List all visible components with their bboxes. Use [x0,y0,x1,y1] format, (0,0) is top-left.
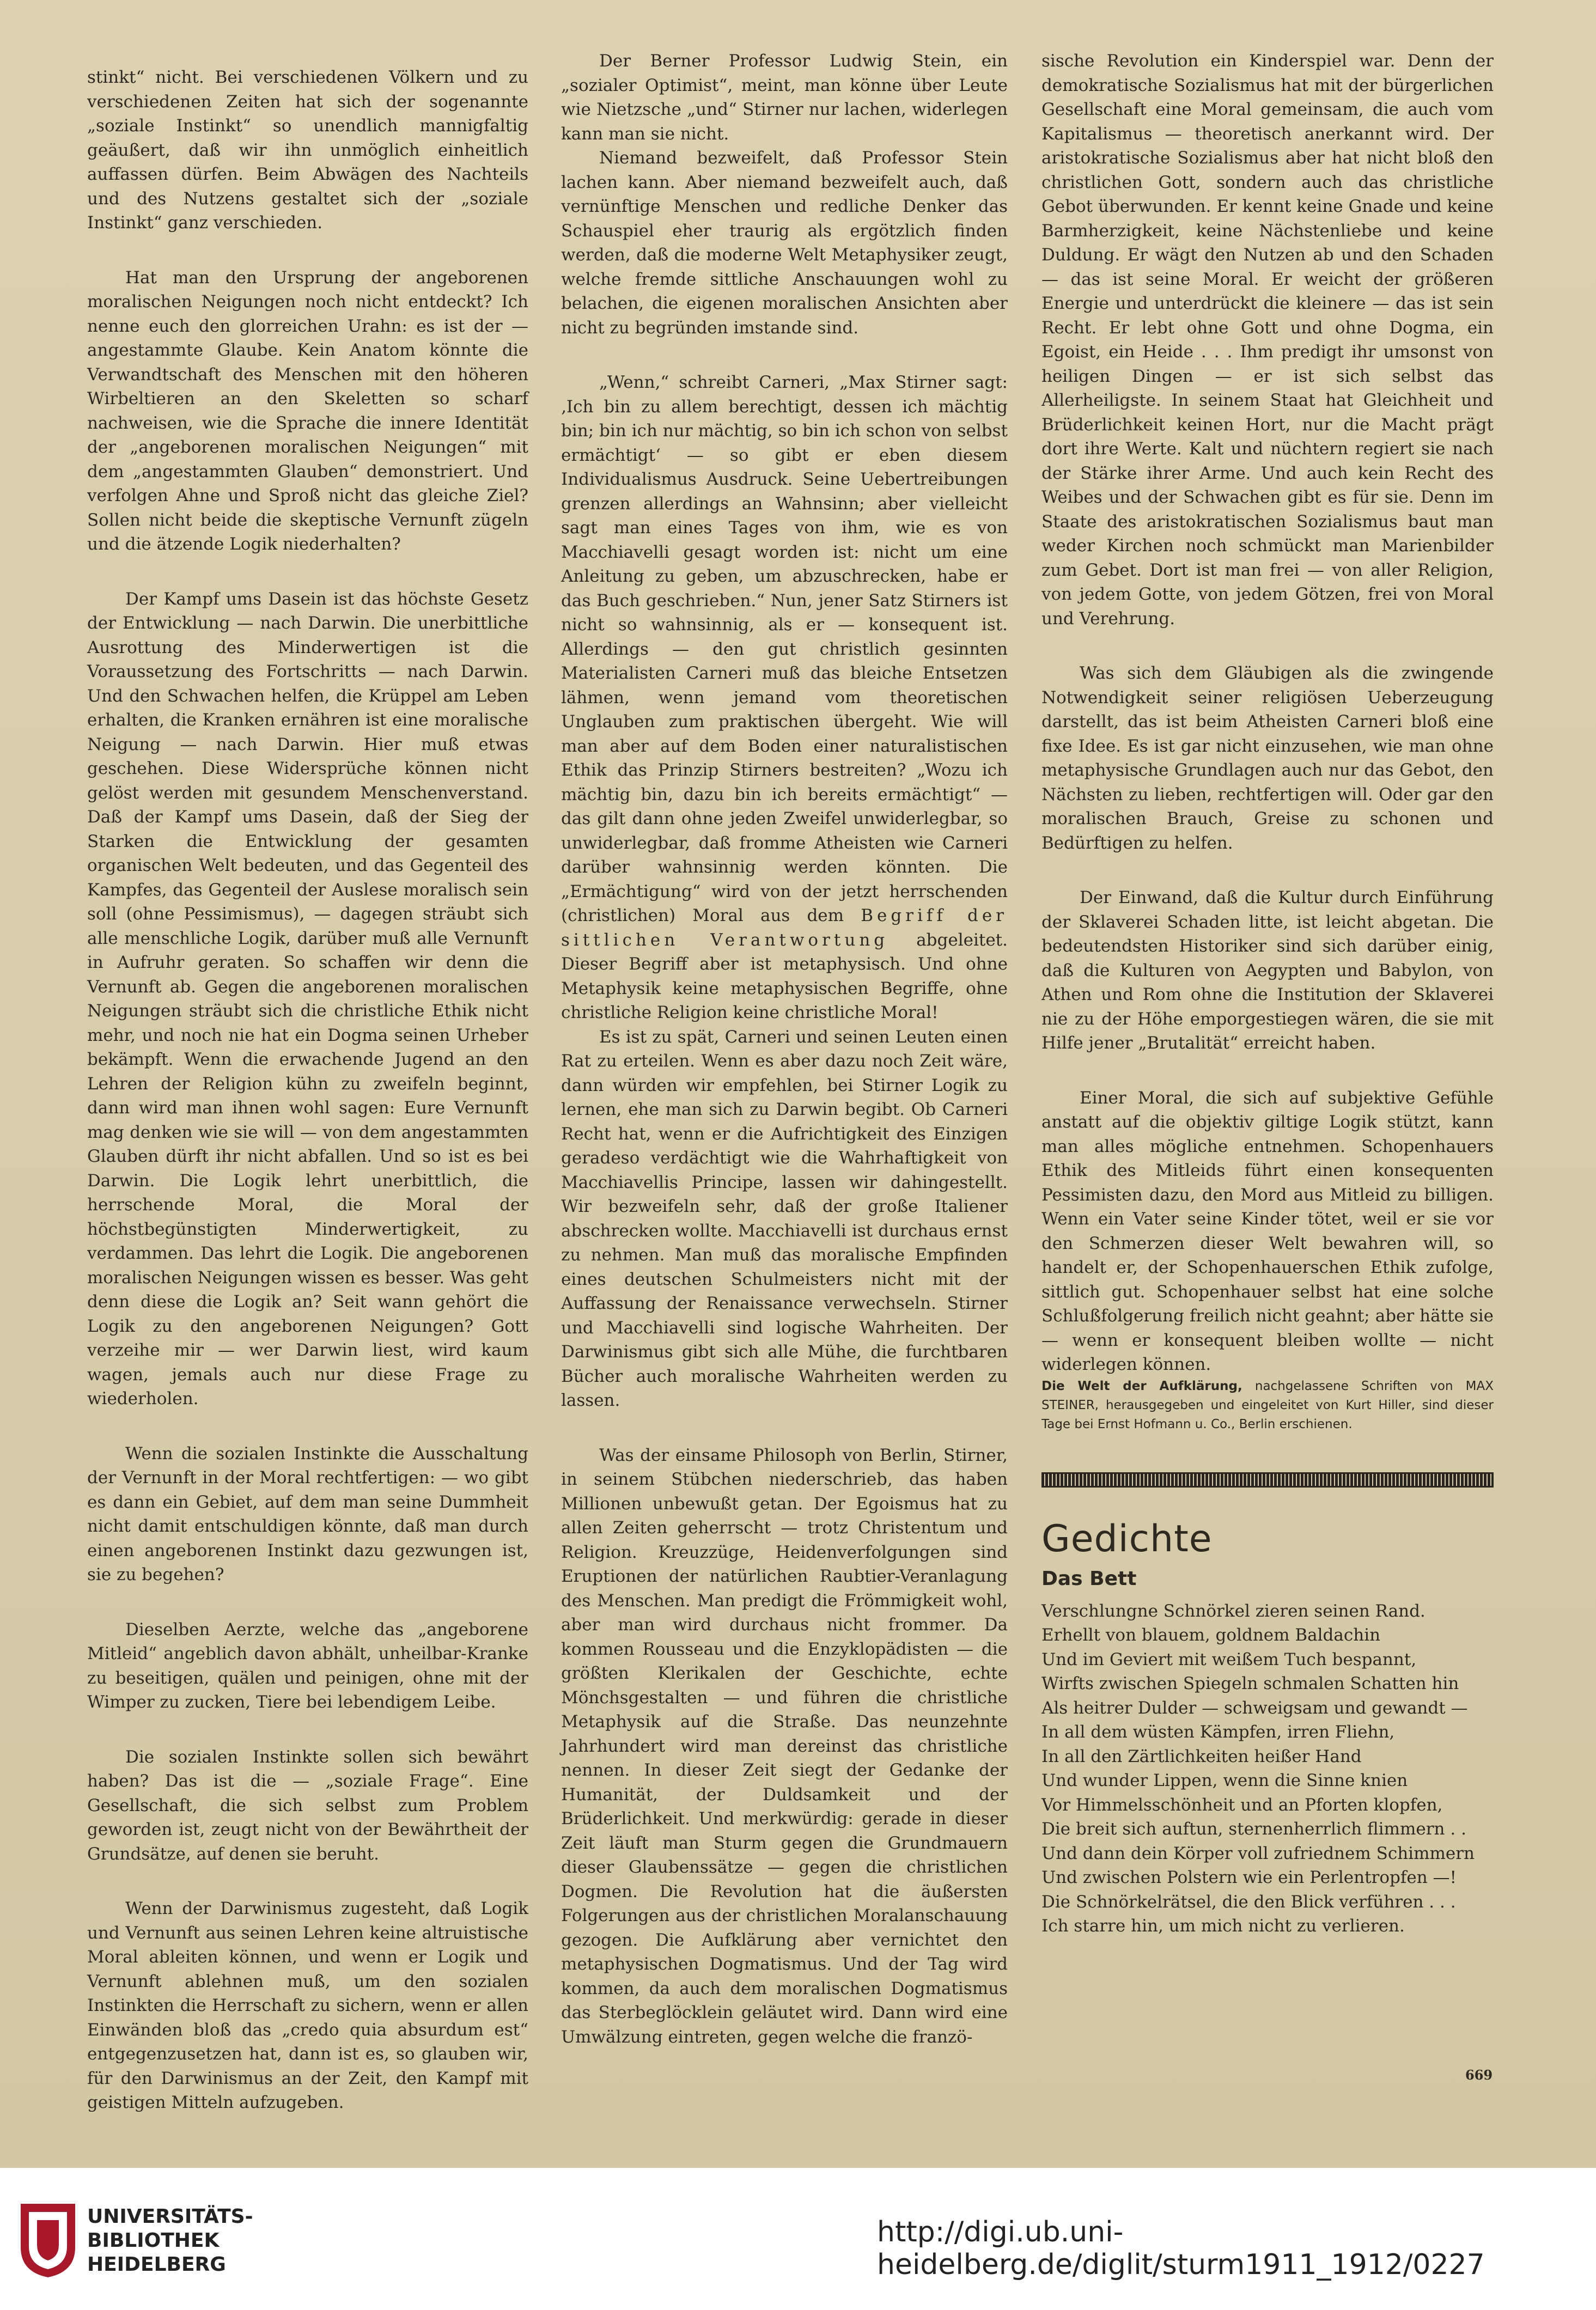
paragraph: Dieselben Aerzte, welche das „angeborene Mitleid“ angeblich davon abhält, unheilbar-Kranke zu beseitigen, quälen und peinigen, ohne mit der Wimper zu zucken, Tiere bei lebendigem Leibe. [87,1619,528,1712]
poem-title: Das Bett [1041,1567,1137,1590]
library-name-line: HEIDELBERG [87,2253,226,2276]
paragraph: Die sozialen Instinkte sollen sich bewährt haben? Das ist die — „soziale Frage“. Eine Gesellschaft, die sich selbst zum Problem geworden ist, zeugt nicht von der Bewährtheit der Grundsätze, auf denen sie beruht. [87,1747,528,1864]
spaced-emphasis: Begriff der sittlichen Verantwortung [561,906,1008,950]
paragraph: Der Kampf ums Dasein ist das höchste Gesetz der Entwicklung — nach Darwin. Die unerbittliche Ausrottung des Minderwertigen ist die Voraussetzung des Fortschritts — nach Darwin. Und den Schwachen helfen, die Krüppel am Leben erhalten, die Kranken ernähren ist eine moralische Neigung — nach Darwin. Hier muß etwas geschehen. Diese Widersprüche können nicht gelöst werden mit gesundem Menschenverstand. Daß der Kampf ums Dasein, daß der Sieg der Starken die Entwicklung der gesamten organischen Welt bedeuten, und das Gegenteil des Kampfes, das Gegenteil der Auslese moralisch sein soll (ohne Pessimismus), — dagegen sträubt sich alle menschliche Logik, darüber muß alle Vernunft in Aufruhr geraten. So schaffen wir denn die Vernunft ab. Gegen die angeborenen moralischen Neigungen sträubt sich die christliche Ethik nicht mehr, und noch nie hat ein Dogma seinen Urheber bekämpft. Wenn die erwachende Jugend an den Lehren der Religion kühn zu zweifeln beginnt, dann wird man ihnen wohl sagen: Eure Vernunft mag denken wie sie will — von dem angestammten Glauben dürft ihr nicht abfallen. Und so ist es bei Darwin. Die Logik lehrt unerbittlich, die herrschende Moral, die Moral der höchstbegünstigten Minderwertigkeit, zu verdammen. Das lehrt die Logik. Die angeborenen moralischen Neigungen wissen es besser. Was geht denn diese die Logik an? Seit wann gehört die Logik zu den angeborenen Neigungen? Gott verzeihe mir — wer Darwin liest, wird kaum wagen, jemals auch nur diese Frage zu wiederholen. [87,589,528,1409]
poem-line: Die Schnörkelrätsel, die den Blick verführen . . . [1041,1892,1456,1912]
paragraph: Niemand bezweifelt, daß Professor Stein lachen kann. Aber niemand bezweifelt auch, daß vernünftige Menschen und redliche Denker das Schauspiel eher traurig als ergötzlich finden werden, daß die moderne Welt Metaphysiker zeugt, welche fremde sittliche Anschauungen wohl zu belachen, die eigenen moralischen Ansichten aber nicht zu begründen imstande sind. [561,148,1008,338]
paragraph: sische Revolution ein Kinderspiel war. Denn der demokratische Sozialismus hat mit der bürgerlichen Gesellschaft eine Moral gemeinsam, die auch vom Kapitalismus — theoretisch anerkannt wird. Der aristokratische Sozialismus aber hat nicht bloß den christlichen Gott, sondern auch das christliche Gebot überwunden. Er kennt keine Gnade und keine Barmherzigkeit, keine Nächstenliebe und keine Duldung. Er wägt den Nutzen ab und den Schaden — das ist seine Moral. Er weicht der größeren Energie und unterdrückt die kleinere — das ist sein Recht. Er lebt ohne Gott und ohne Dogma, ein Egoist, ein Heide . . . Ihm predigt ihr umsonst von heiligen Dingen — er ist sich selbst das Allerheiligste. In seinem Staat hat Gleichheit und Brüderlichkeit keinen Hort, nur die Macht prägt dort ihre Werte. Kalt und nüchtern regiert sie nach der Stärke ihrer Arme. Und auch kein Recht des Weibes und der Schwachen gibt es für sie. Denn im Staate des aristokratischen Sozialismus baut man weder Kirchen noch schmückt man Marienbilder zum Gebet. Dort ist man frei — von aller Religion, von jedem Gotte, von jedem Götzen, frei von Moral und Verehrung. [1041,51,1494,629]
library-footer [0,2168,1596,2310]
paragraph-text: „Wenn,“ schreibt Carneri, „Max Stirner sagt: ‚Ich bin zu allem berechtigt, dessen ich mächtig bin; bin ich nur mächtig, so bin ich schon von selbst ermächtigt‘ — so gibt er eben diesem Individualismus Ausdruck. Seine Uebertreibungen grenzen allerdings an Wahnsinn; aber vielleicht sagt man eines Tages von ihm, wie es von Macchiavelli gesagt worden ist: nicht um eine Anleitung zu geben, um abzuschrecken, habe er das Buch geschrieben.“ Nun, jener Satz Stirners ist nicht so wahnsinnig, als er — konsequent ist. Allerdings — den gut christlich gesinnten Materialisten Carneri muß das bleiche Entsetzen lähmen, wenn jemand vom theoretischen Unglauben zum praktischen übergeht. Wie will man aber auf dem Boden einer naturalistischen Ethik das Prinzip Stirners bestreiten? „Wozu ich mächtig bin, dazu bin ich bereits ermächtigt“ — das gilt dann ohne jeden Zweifel unwiderlegbar, so unwiderlegbar, daß fromme Atheisten wie Carneri darüber wahnsinnig werden könnten. Die „Ermächtigung“ wird von der jetzt herrschenden (christlichen) Moral aus dem [561,373,1008,925]
library-name-line: UNIVERSITÄTS- [87,2205,253,2228]
section-title: Gedichte [1041,1517,1213,1561]
paragraph: stinkt“ nicht. Bei verschiedenen Völkern und zu verschiedenen Zeiten hat sich der sogenannte „soziale Instinkt“ so unendlich mannigfaltig geäußert, daß wir ihn unmöglich einheitlich auffassen dürfen. Beim Abwägen des Nachteils und des Nutzens gestaltet sich der „soziale Instinkt“ ganz verschieden. [87,68,528,233]
paragraph: Einer Moral, die sich auf subjektive Gefühle anstatt auf die objektiv giltige Logik stützt, kann man alles mögliche entnehmen. Schopenhauers Ethik des Mitleids führt einen konsequenten Pessimisten dazu, den Mord aus Mitleid zu billigen. Wenn ein Vater seine Kinder tötet, weil er sie vor den Schmerzen dieser Welt bewahren will, so handelt er, der Schopenhauerschen Ethik zufolge, sittlich gut. Schopenhauer selbst hat eine solche Schlußfolgerung freilich nicht geahnt; aber hätte sie — wenn er konsequent bleiben wollte — nicht widerlegen können. [1041,1088,1494,1374]
poem-line: Und zwischen Polstern wie ein Perlentropfen —! [1041,1868,1457,1887]
page-number: 669 [1465,2067,1493,2083]
poem-line: Vor Himmelsschönheit und an Pforten klopfen, [1041,1795,1443,1815]
poem-line: Ich starre hin, um mich nicht zu verlieren. [1041,1916,1405,1936]
library-name [87,2205,253,2277]
paragraph: Hat man den Ursprung der angeborenen moralischen Neigungen noch nicht entdeckt? Ich nenne euch den glorreichen Urahn: es ist der — angestammte Glaube. Kein Anatom könnte die Verwandtschaft des Menschen mit den höheren Wirbeltieren an den Skeletten so scharf nachweisen, wie die Sprache die innere Identität der „angeborenen moralischen Neigungen“ mit dem „angestammten Glauben“ demonstriert. Und verfolgen Ahne und Sproß nicht das gleiche Ziel? Sollen nicht beide die skeptische Vernunft zügeln und die ätzende Logik niederhalten? [87,267,528,554]
poem-line: Und dann dein Körper voll zufriednem Schimmern [1041,1843,1475,1863]
decorative-rule [1041,1472,1494,1488]
poem [1041,1599,1494,1939]
paragraph: Wenn der Darwinismus zugesteht, daß Logik und Vernunft aus seinen Lehren keine altruistische Moral ableiten können, und wenn er Logik und Vernunft ablehnen muß, um den sozialen Instinkten die Herrschaft zu sichern, wenn er allen Einwänden bloß das „credo quia absurdum est“ entgegenzusetzen hat, dann ist es, so glauben wir, für den Darwinismus an der Zeit, den Kampf mit geistigen Mitteln aufzugeben. [87,1899,528,2112]
paragraph-text: abgeleitet. Dieser Begriff aber ist metaphysisch. Und ohne Metaphysik keine metaphysischen Begriffe, ohne christliche Religion keine christliche Moral! [561,930,1008,1022]
poem-line: Die breit sich auftun, sternenherrlich flimmern . . [1041,1819,1466,1839]
column-right [1041,49,1494,1939]
poem-line: Erhellt von blauem, goldnem Baldachin [1041,1625,1381,1645]
column-middle [561,49,1008,2049]
poem-line: Als heitrer Dulder — schweigsam und gewandt — [1041,1698,1468,1718]
library-name-line: BIBLIOTHEK [87,2229,220,2252]
university-seal-icon [15,2198,81,2280]
poem-line: Und wunder Lippen, wenn die Sinne knien [1041,1771,1408,1790]
column-left [87,65,528,2115]
paragraph: Der Berner Professor Ludwig Stein, ein „sozialer Optimist“, meint, man könne über Leute wie Nietzsche „und“ Stirner nur lachen, widerlegen kann man sie nicht. [561,51,1008,144]
paragraph: Es ist zu spät, Carneri und seinen Leuten einen Rat zu erteilen. Wenn es aber dazu noch Zeit wäre, dann würden wir empfehlen, bei Stirner Logik zu lernen, ehe man sich zu Darwin begibt. Ob Carneri Recht hat, wenn er die Aufrichtigkeit des Einzigen geradeso verdächtigt wie die Wahrhaftigkeit von Macchiavellis Principe, lassen wir dahingestellt. Wir bezweifeln sehr, daß der große Italiener abschrecken wollte. Macchiavelli ist durchaus ernst zu nehmen. Man muß das moralische Empfinden eines deutschen Schulmeisters nicht mit der Auffassung der Renaissance verwechseln. Stirner und Macchiavelli sind logische Wahrheiten. Der Darwinismus gibt sich alle Mühe, die furchtbaren Bücher auch moralische Wahrheiten werden zu lassen. [561,1027,1008,1410]
poem-line: Und im Geviert mit weißem Tuch bespannt, [1041,1649,1417,1669]
publication-note [1041,1377,1494,1434]
poem-line: Wirfts zwischen Spiegeln schmalen Schatten hin [1041,1674,1459,1693]
poem-line: In all den Zärtlichkeiten heißer Hand [1041,1746,1362,1766]
paragraph [561,370,1008,1025]
paragraph: Was der einsame Philosoph von Berlin, Stirner, in seinem Stübchen niederschrieb, das haben Millionen unbewußt getan. Der Egoismus hat zu allen Zeiten geherrscht — trotz Christentum und Religion. Kreuzzüge, Heidenverfolgungen sind Eruptionen der natürlichen Raubtier-Veranlagung des Menschen. Man predigt die Frömmigkeit wohl, aber man wird durchaus nicht frommer. Da kommen Rousseau und die Enzyklopädisten — die größten Klerikalen der Geschichte, echte Mönchsgestalten — und führen die christliche Metaphysik auf die Straße. Das neunzehnte Jahrhundert wird man dereinst das christliche nennen. In dieser Zeit siegt der Gedanke der Humanität, der Duldsamkeit und der Brüderlichkeit. Und merkwürdig: gerade in dieser Zeit läuft man Sturm gegen die Grundmauern dieser Glaubenssätze — gegen die christlichen Dogmen. Die Revolution hat die äußersten Folgerungen aus der christlichen Moralanschauung gezogen. Die Aufklärung aber vernichtet den metaphysischen Dogmatismus. Und der Tag wird kommen, da auch dem moralischen Dogmatismus das Sterbeglöcklein geläutet wird. Dann wird eine Umwälzung eintreten, gegen welche die franzö- [561,1445,1008,2047]
source-url[interactable]: http://digi.ub.uni-heidelberg.de/diglit/sturm1911_1912/0227 [877,2216,1485,2281]
poem-line: In all dem wüsten Kämpfen, irren Fliehn, [1041,1722,1395,1742]
paragraph: Der Einwand, daß die Kultur durch Einführung der Sklaverei Schaden litte, ist leicht abgetan. Die bedeutendsten Historiker sind sich darüber einig, daß die Kulturen von Aegypten und Babylon, von Athen und Rom ohne die Institution der Sklaverei nie zu der Höhe emporgestiegen wären, die sie mit Hilfe jener „Brutalität“ erreicht haben. [1041,888,1494,1053]
paragraph: Was sich dem Gläubigen als die zwingende Notwendigkeit seiner religiösen Ueberzeugung darstellt, das ist beim Atheisten Carneri bloß eine fixe Idee. Es ist gar nicht einzusehen, wie man ohne metaphysische Grundlagen auch nur das Gebot, den Nächsten zu lieben, rechtfertigen will. Oder gar den moralischen Brauch, Greise zu schonen und Bedürftigen zu helfen. [1041,663,1494,853]
poem-line: Verschlungne Schnörkel zieren seinen Rand. [1041,1601,1426,1621]
note-text: nachgelassene Schriften von MAX STEINER, herausgegeben und eingeleitet von Kurt Hiller, sind dieser Tage bei Ernst Hofmann u. Co., Berlin erschienen. [1041,1379,1494,1431]
note-title: Die Welt der Aufklärung, [1041,1379,1242,1393]
paragraph: Wenn die sozialen Instinkte die Ausschaltung der Vernunft in der Moral rechtfertigen: — wo gibt es dann ein Gebiet, auf dem man seine Dummheit nicht damit entschuldigen könnte, daß man durch einen angeborenen Instinkt dazu gezwungen ist, sie zu begehen? [87,1443,528,1584]
